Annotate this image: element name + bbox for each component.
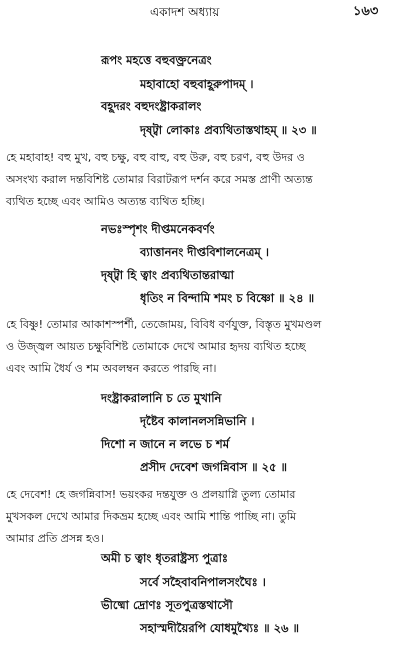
page-number: ১৬৩ bbox=[353, 4, 379, 19]
verse-26-line-3: ভীষ্মো দ্রোণঃ সূতপুত্রস্তথাসৌ bbox=[101, 598, 233, 612]
verse-23-line-1: রূপং মহত্তে বহুবক্ত্রনেত্রং bbox=[101, 53, 212, 67]
chapter-title: একাদশ অধ্যায় bbox=[150, 5, 220, 19]
translation-line: অসংখ্য করাল দন্তবিশিষ্ট তোমার বিরাটরূপ দর্শন করে সমস্ত প্রাণী অত্যন্ত bbox=[6, 173, 313, 186]
translation-line: ব্যথিত হচ্ছে এবং আমিও অত্যন্ত ব্যথিত হচ্ছি। bbox=[6, 195, 205, 208]
verse-23-line-3: বহূদরং বহুদংষ্ট্রাকরালং bbox=[101, 99, 202, 113]
verse-25-line-1: দংষ্ট্রাকরালানি চ তে মুখানি bbox=[101, 391, 222, 405]
translation-line: মুখসকল দেখে আমার দিকভ্রম হচ্ছে এবং আমি শান্তি পাচ্ছি না। তুমি bbox=[6, 510, 297, 523]
verse-24-line-4: ধৃতিং ন বিন্দামি শমং চ বিষ্ণো ॥ ২৪ ॥ bbox=[140, 291, 315, 305]
verse-26-line-1: অমী চ ত্বাং ধৃতরাষ্ট্রস্য পুত্রাঃ bbox=[101, 551, 229, 565]
verse-24-line-3: দৃষ্ট্বা হি ত্বাং প্রব্যথিতান্তরাত্মা bbox=[101, 268, 234, 282]
verse-26-line-2: সর্বে সহৈবাবনিপালসংঘৈঃ । bbox=[140, 575, 266, 589]
translation-line: এবং আমি ধৈর্য ও শম অবলম্বন করতে পারছি না। bbox=[6, 362, 217, 375]
verse-23-line-4: দৃষ্ট্বা লোকাঃ প্রব্যথিতাস্তথাহম্ ॥ ২৩ ॥ bbox=[140, 123, 317, 137]
verse-25-line-4: প্রসীদ দেবেশ জগন্নিবাস ॥ ২৫ ॥ bbox=[140, 460, 288, 474]
translation-line: হে দেবেশ! হে জগন্নিবাস! ভয়ংকর দন্তযুক্ত ও প্রলয়াগ্নি তুল্য তোমার bbox=[6, 488, 296, 501]
verse-24-line-1: নভঃস্পৃশং দীপ্তমনেকবর্ণং bbox=[101, 222, 215, 236]
verse-23-line-2: মহাবাহো বহুবাহূরুপাদম্ । bbox=[140, 77, 254, 91]
translation-line: ও উজ্জ্বল আয়ত চক্ষুবিশিষ্ট তোমাকে দেখে আমার হৃদয় ব্যথিত হচ্ছে bbox=[6, 340, 306, 353]
verse-24-translation bbox=[6, 314, 406, 380]
verse-23-translation bbox=[6, 147, 406, 213]
translation-line: আমার প্রতি প্রসন্ন হও। bbox=[6, 532, 104, 545]
verse-24-line-2: ব্যাত্তাননং দীপ্তবিশালনেত্রম্ । bbox=[140, 245, 269, 259]
verse-25-line-3: দিশো ন জানে ন লভে চ শর্ম bbox=[101, 437, 230, 451]
translation-line: হে বিষ্ণু! তোমার আকাশস্পর্শী, তেজোময়, বিবিধ বর্ণযুক্ত, বিস্তৃত মুখমণ্ডল bbox=[6, 318, 322, 331]
verse-25-translation bbox=[6, 484, 406, 550]
translation-line: হে মহাবাহ! বহু মুখ, বহু চক্ষু, বহু বাহু, বহু উরু, বহু চরণ, বহু উদর ও bbox=[6, 151, 305, 164]
verse-25-line-2: দৃষ্টৈব কালানলসন্নিভানি । bbox=[140, 414, 255, 428]
verse-26-line-4: সহাস্মদীয়ৈরপি যোধমুখ্যৈঃ ॥ ২৬ ॥ bbox=[140, 621, 300, 635]
